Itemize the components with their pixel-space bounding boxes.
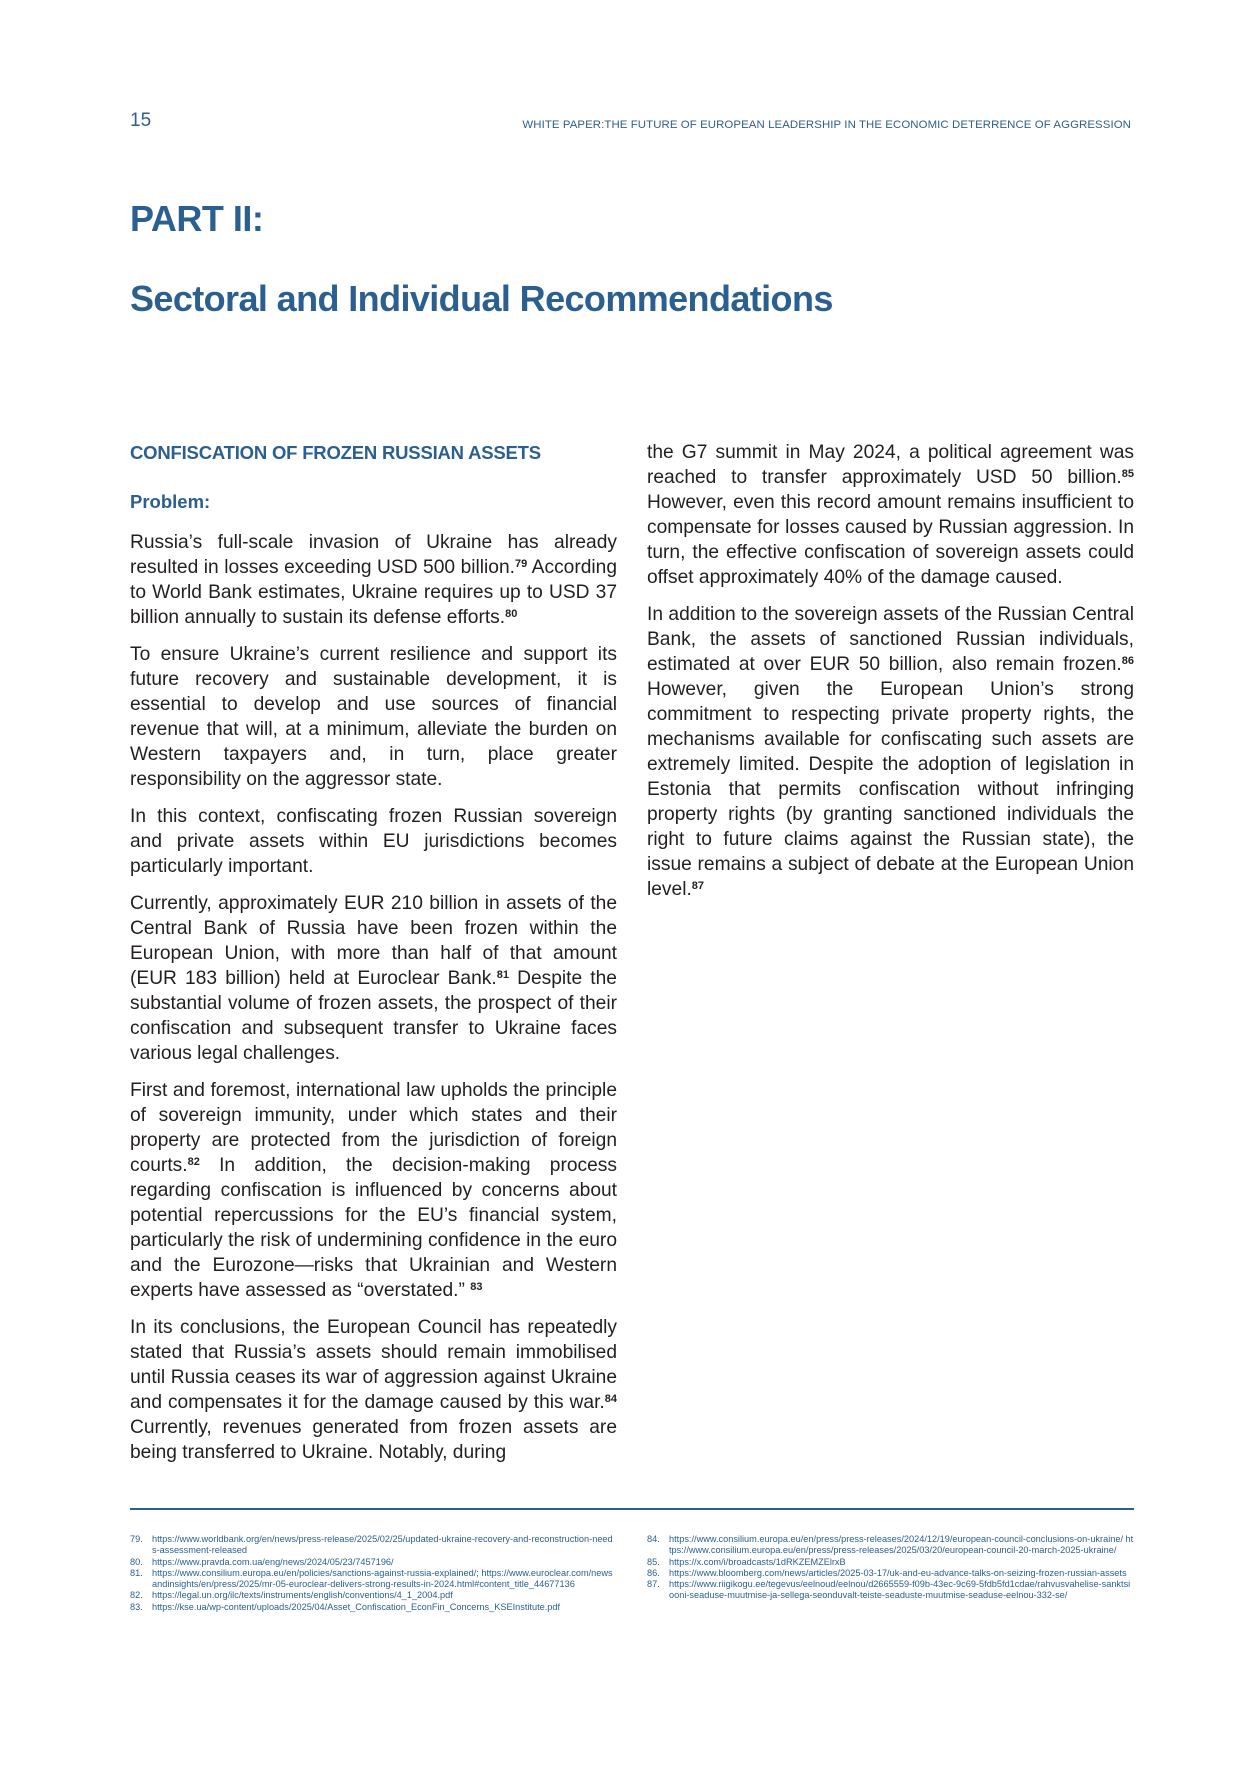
paragraph-4: Currently, approximately EUR 210 billion in assets of the Central Bank of Russia have been frozen within the European Union, with more than half of that amount (EUR 183 billion) held at Euroclear Bank.$^{81}$ Despite the substantial volume of frozen assets, the prospect of their confiscation and subsequent transfer to Ukraine faces various legal challenges. [130, 893, 617, 1064]
paragraph-5: First and foremost, international law upholds the principle of sovereign immunity, under which states and their property are protected from the jurisdiction of foreign courts.$^{82}$ In addition, the decision-making process regarding confiscation is influenced by concerns about potential repercussions for the EU’s financial system, particularly the risk of undermining confidence in the euro and the Eurozone—risks that Ukrainian and Western experts have assessed as “overstated.” $^{83}$ [130, 1080, 617, 1301]
footnote-link[interactable]: https://kse.ua/wp-content/uploads/2025/04/Asset_Confiscation_EconFin_Concerns_KSEInstitute.pdf [152, 1601, 561, 1612]
footnote-item [130, 1590, 617, 1601]
section-title: Sectoral and Individual Recommendations [130, 278, 833, 319]
paragraph-7: the G7 summit in May 2024, a political agreement was reached to transfer approximately USD 50 billion.$^{85}$ However, even this record amount remains insufficient to compensate for losses caused by Russian aggression. In turn, the effective confiscation of sovereign assets could offset approximately 40% of the damage caused. [647, 442, 1134, 588]
section-subheading: CONFISCATION OF FROZEN RUSSIAN ASSETS [130, 442, 541, 463]
footnote-number: 82. [130, 1590, 143, 1601]
footnote-item [647, 1568, 1134, 1579]
paragraph-2: To ensure Ukraine’s current resilience and support its future recovery and sustainable development, it is essential to develop and use sources of financial revenue that will, at a minimum, alleviate the burden on Western taxpayers and, in turn, place greater responsibility on the aggressor state. [130, 644, 617, 790]
footnote-ref[interactable]: 82 [187, 1156, 200, 1168]
footnote-link[interactable]: https://www.pravda.com.ua/eng/news/2024/05/23/7457196/ [152, 1556, 394, 1567]
running-header: WHITE PAPER:THE FUTURE OF EUROPEAN LEADERSHIP IN THE ECONOMIC DETERRENCE OF AGGRESSION [522, 119, 1131, 131]
footnote-link[interactable]: https://www.riigikogu.ee/tegevus/eelnoud/eelnou/d2665559-f09b-43ec-9c69-5fdb5fd1cdae/rahvusvahelise-sanktsiooni-seaduse-muutmise-ja-sellega-seonduvalt-teiste-seaduste-muutmise-seaduse-eelnou-332-se/ [669, 1579, 1131, 1601]
problem-label: Problem: [130, 491, 211, 512]
footnote-ref[interactable]: 79 [514, 558, 528, 570]
footnote-item [647, 1534, 1134, 1557]
footnote-link[interactable]: https://www.consilium.europa.eu/en/policies/sanctions-against-russia-explained/; https://www.euroclear.com/newsandinsights/en/press/2025/mr-05-euroclear-delivers-strong-results-in-2024.html#content_title_44677136 [152, 1567, 613, 1590]
paragraph-1: Russia’s full-scale invasion of Ukraine has already resulted in losses exceeding USD 500 billion.$^{79}$ According to World Bank estimates, Ukraine requires up to USD 37 billion annually to sustain its defense efforts.$^{80}$ [130, 532, 617, 628]
footnote-number: 85. [647, 1556, 660, 1567]
footnote-item [130, 1534, 617, 1557]
footnote-ref[interactable]: 87 [691, 880, 705, 892]
footnote-link[interactable]: https://x.com/i/broadcasts/1dRKZEMZElrxB [669, 1556, 846, 1567]
footnote-divider [130, 1508, 1134, 1510]
footnote-link[interactable]: https://legal.un.org/ilc/texts/instruments/english/conventions/4_1_2004.pdf [152, 1590, 453, 1601]
paragraph-6: In its conclusions, the European Council has repeatedly stated that Russia’s assets should remain immobilised until Russia ceases its war of aggression against Ukraine and compensates it for the damage caused by this war.$^{84}$ Currently, revenues generated from frozen assets are being transferred to Ukraine. Notably, during [130, 1317, 617, 1463]
footnote-number: 87. [647, 1579, 660, 1590]
footnote-item [130, 1557, 617, 1568]
footnote-ref[interactable]: 84 [604, 1393, 617, 1405]
footnote-number: 79. [130, 1534, 143, 1544]
footnote-link[interactable]: https://www.bloomberg.com/news/articles/2025-03-17/uk-and-eu-advance-talks-on-seizing-frozen-russian-assets [669, 1567, 1127, 1578]
footnote-link[interactable]: https://www.consilium.europa.eu/en/press/press-releases/2024/12/19/european-council-conclusions-on-ukraine/ https://www.consilium.europa.eu/en/press/press-releases/2025/03/20/european-council-20-march-2025-ukraine/ [669, 1534, 1134, 1556]
paragraph-3: In this context, confiscating frozen Russian sovereign and private assets within EU jurisdictions becomes particularly important. [130, 806, 617, 877]
paragraph-8: In addition to the sovereign assets of the Russian Central Bank, the assets of sanctioned Russian individuals, estimated at over EUR 50 billion, also remain frozen.$^{86}$ However, given the European Union’s strong commitment to respecting private property rights, the mechanisms available for confiscating such assets are extremely limited. Despite the adoption of legislation in Estonia that permits confiscation without infringing property rights (by granting sanctioned individuals the right to future claims against the Russian state), the issue remains a subject of debate at the European Union level.$^{87}$ [647, 604, 1134, 900]
left-column [130, 440, 617, 1477]
footnote-item [130, 1568, 617, 1591]
footnote-ref[interactable]: 81 [496, 969, 509, 981]
footnote-number: 83. [130, 1601, 143, 1612]
footnote-number: 81. [130, 1567, 143, 1578]
footnote-ref[interactable]: 85 [1121, 468, 1134, 480]
footnote-item [130, 1602, 617, 1613]
footnotes-left [130, 1534, 617, 1613]
footnote-ref[interactable]: 86 [1121, 655, 1134, 667]
page-number: 15 [130, 110, 152, 131]
footnote-ref[interactable]: 80 [505, 608, 518, 620]
footnote-number: 84. [647, 1534, 660, 1544]
footnote-number: 80. [130, 1556, 143, 1567]
footnote-ref[interactable]: 83 [470, 1281, 483, 1293]
footnote-link[interactable]: https://www.worldbank.org/en/news/press-release/2025/02/25/updated-ukraine-recovery-and-reconstruction-needs-assessment-released [152, 1534, 613, 1556]
footnote-item [647, 1579, 1134, 1602]
footnote-number: 86. [647, 1567, 660, 1578]
footnotes-right [647, 1534, 1134, 1602]
footnote-item [647, 1557, 1134, 1568]
right-column [647, 440, 1134, 914]
part-title: PART II: [130, 198, 264, 239]
